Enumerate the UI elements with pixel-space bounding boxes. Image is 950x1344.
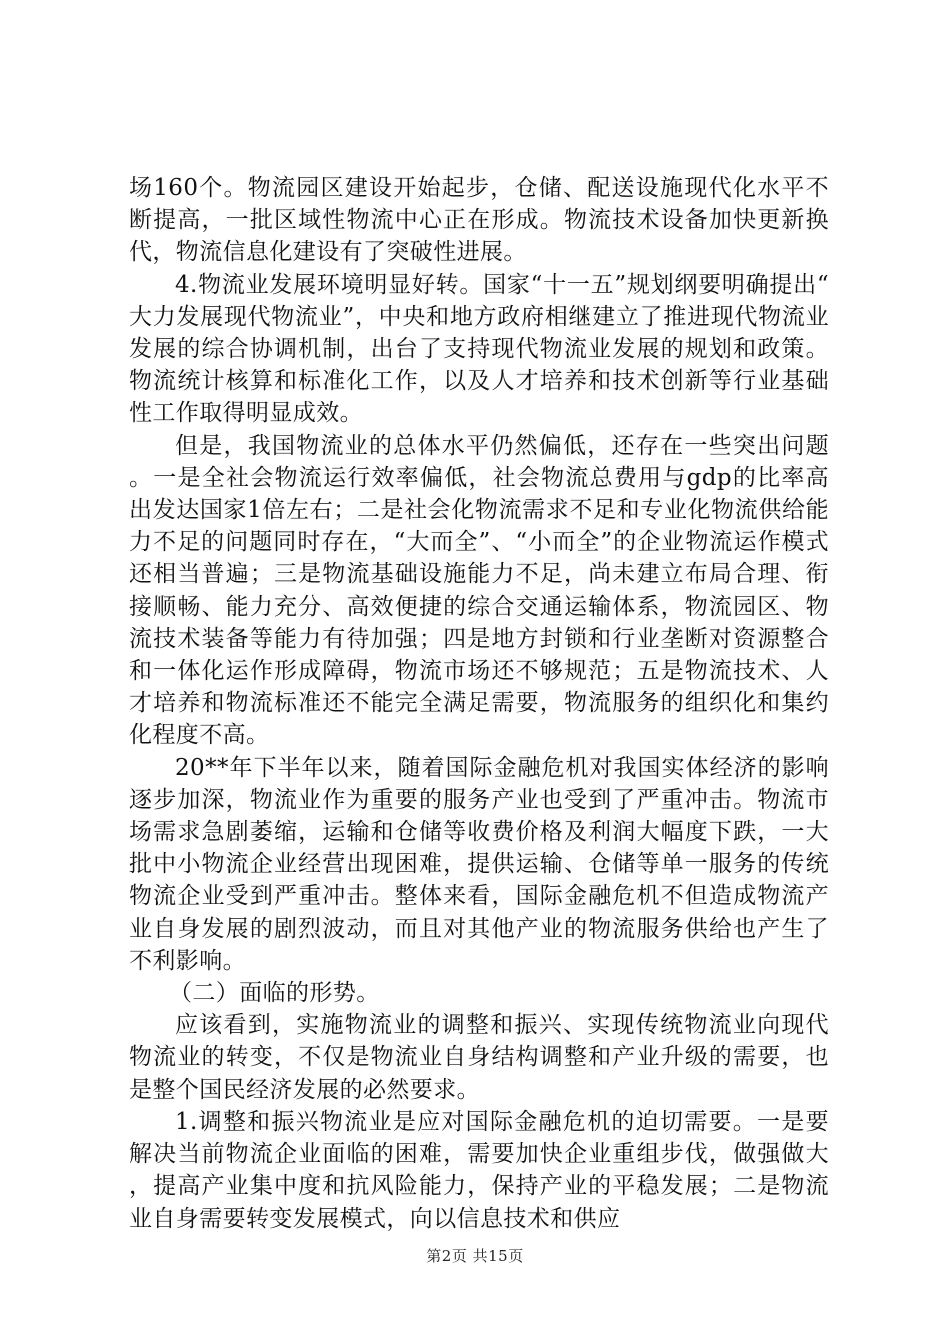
paragraph-6: 1.调整和振兴物流业是应对国际金融危机的迫切需要。一是要解决当前物流企业面临的困难，需要加快企业重组步伐，做强做大，提高产业集中度和抗风险能力，保持产业的平稳发展；二是物流业自身需要转变发展模式，向以信息技术和供应 xyxy=(129,1108,829,1232)
paragraph-3: 但是，我国物流业的总体水平仍然偏低，还存在一些突出问题。一是全社会物流运行效率偏低，社会物流总费用与gdp的比率高出发达国家1倍左右；二是社会化物流需求不足和专业化物流供给能力不足的问题同时存在，“大而全”、“小而全”的企业物流运作模式还相当普遍；三是物流基础设施能力不足，尚未建立布局合理、衔接顺畅、能力充分、高效便捷的综合交通运输体系，物流园区、物流技术装备等能力有待加强；四是地方封锁和行业垄断对资源整合和一体化运作形成障碍，物流市场还不够规范；五是物流技术、人才培养和物流标准还不能完全满足需要，物流服务的组织化和集约化程度不高。 xyxy=(129,432,829,749)
section-heading: （二）面临的形势。 xyxy=(169,980,380,1007)
page-footer: 第2页 共15页 xyxy=(426,1247,524,1265)
paragraph-1: 场160个。物流园区建设开始起步，仓储、配送设施现代化水平不断提高，一批区域性物流中心正在形成。物流技术设备加快更新换代，物流信息化建设有了突破性进展。 xyxy=(129,175,829,266)
paragraph-2: 4.物流业发展环境明显好转。国家“十一五”规划纲要明确提出“大力发展现代物流业”，中央和地方政府相继建立了推进现代物流业发展的综合协调机制，出台了支持现代物流业发展的规划和政策。物流统计核算和标准化工作，以及人才培养和技术创新等行业基础性工作取得明显成效。 xyxy=(129,271,829,427)
paragraph-5: 应该看到，实施物流业的调整和振兴、实现传统物流业向现代物流业的转变，不仅是物流业自身结构调整和产业升级的需要，也是整个国民经济发展的必然要求。 xyxy=(129,1012,829,1103)
document-body xyxy=(129,172,829,1235)
paragraph-4: 20**年下半年以来，随着国际金融危机对我国实体经济的影响逐步加深，物流业作为重要的服务产业也受到了严重冲击。物流市场需求急剧萎缩，运输和仓储等收费价格及利润大幅度下跌，一大批中小物流企业经营出现困难，提供运输、仓储等单一服务的传统物流企业受到严重冲击。整体来看，国际金融危机不但造成物流产业自身发展的剧烈波动，而且对其他产业的物流服务供给也产生了不利影响。 xyxy=(129,754,829,974)
